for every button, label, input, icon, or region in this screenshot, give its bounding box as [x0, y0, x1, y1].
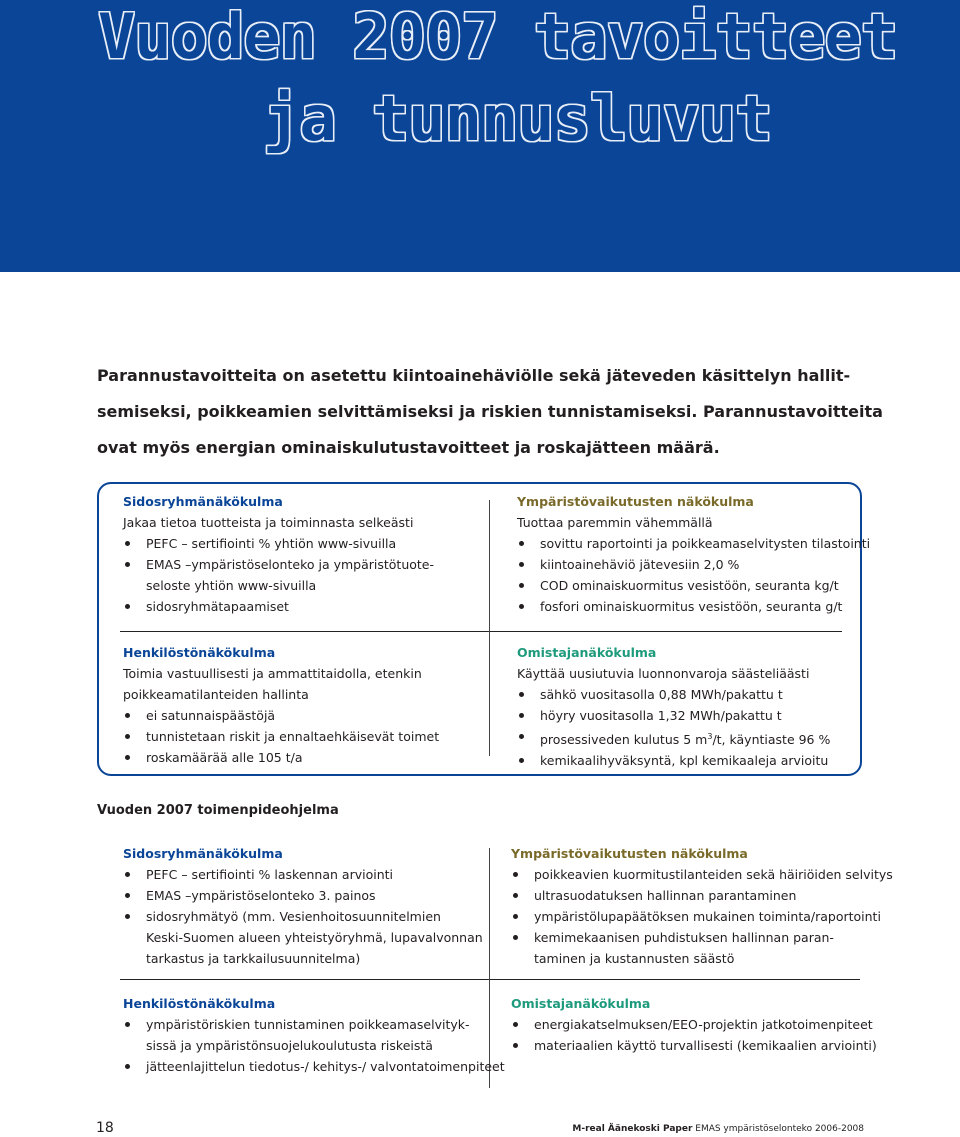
list-item: energiakatselmuksen/EEO-projektin jatkotoimenpiteet: [511, 1014, 877, 1035]
list-item: EMAS –ympäristöselonteko 3. painos: [123, 885, 483, 906]
list-item: tunnistetaan riskit ja ennaltaehkäisevät toimet: [123, 726, 439, 747]
list-item: fosfori ominaiskuormitus vesistöön, seuranta g/t: [517, 596, 870, 617]
section-intro: poikkeamatilanteiden hallinta: [123, 687, 309, 702]
list-item: kiintoainehäviö jätevesiin 2,0 %: [517, 554, 870, 575]
section-intro: Toimia vastuullisesti ja ammattitaidolla, etenkin: [123, 666, 422, 681]
list-item: sidosryhmätyö (mm. Vesienhoitosuunnitelmien Keski-Suomen alueen yhteistyöryhmä, lupavalvonnan tarkastus ja tarkkailusuunnitelma): [123, 906, 483, 969]
plan-personnel: [123, 993, 505, 1077]
section-intro: Jakaa tietoa tuotteista ja toiminnasta selkeästi: [123, 515, 414, 530]
section-heading: Ympäristövaikutusten näkökulma: [517, 494, 754, 509]
list-item: poikkeavien kuormitustilanteiden sekä häiriöiden selvitys: [511, 864, 893, 885]
list-item: sähkö vuositasolla 0,88 MWh/pakattu t: [517, 684, 830, 705]
plan-owner: [511, 993, 877, 1056]
list-item: kemimekaanisen puhdistuksen hallinnan paran- taminen ja kustannusten säästö: [511, 927, 893, 969]
footer-company: M-real Äänekoski Paper: [572, 1124, 693, 1134]
list-item: materiaalien käyttö turvallisesti (kemikaalien arviointi): [511, 1035, 877, 1056]
section-heading: Omistajanäkökulma: [511, 996, 651, 1011]
section-heading: Sidosryhmänäkökulma: [123, 846, 283, 861]
list-item: PEFC – sertifiointi % laskennan arviointi: [123, 864, 483, 885]
footer-text: [572, 1124, 864, 1134]
goals-personnel: [123, 642, 439, 768]
divider: [489, 500, 490, 756]
list-item: kemikaalihyväksyntä, kpl kemikaaleja arvioitu: [517, 750, 830, 771]
intro-line: Parannustavoitteita on asetettu kiintoainehäviölle sekä jäteveden käsittelyn hallit-: [97, 366, 851, 385]
divider: [120, 631, 842, 632]
divider: [120, 979, 860, 980]
list-item: EMAS –ympäristöselonteko ja ympäristötuote- seloste yhtiön www-sivuilla: [123, 554, 434, 596]
list-item: PEFC – sertifiointi % yhtiön www-sivuilla: [123, 533, 434, 554]
goals-stakeholder: [123, 491, 434, 617]
list-item: ympäristöriskien tunnistaminen poikkeamaselvityk- sissä ja ympäristönsuojelukoulutusta riskeistä: [123, 1014, 505, 1056]
section-heading: Sidosryhmänäkökulma: [123, 494, 283, 509]
page-title-line2: ja tunnusluvut: [263, 82, 772, 155]
section-heading: Omistajanäkökulma: [517, 645, 657, 660]
list-item: ympäristölupapäätöksen mukainen toiminta/raportointi: [511, 906, 893, 927]
goals-owner: [517, 642, 830, 771]
page-number: 18: [96, 1120, 114, 1136]
list-item: jätteenlajittelun tiedotus-/ kehitys-/ valvontatoimenpiteet: [123, 1056, 505, 1077]
list-item: prosessiveden kulutus 5 $m^3/t$, käyntiaste 96 %: [517, 726, 830, 750]
list-item: ultrasuodatuksen hallinnan parantaminen: [511, 885, 893, 906]
section-heading: Ympäristövaikutusten näkökulma: [511, 846, 748, 861]
plan-environment: [511, 843, 893, 969]
intro-line: semiseksi, poikkeamien selvittämiseksi ja riskien tunnistamiseksi. Parannustavoitteita: [97, 402, 883, 421]
intro-line: ovat myös energian ominaiskulutustavoitteet ja roskajätteen määrä.: [97, 438, 720, 457]
footer-doc: EMAS ympäristöselonteko 2006-2008: [692, 1124, 864, 1134]
list-item: ei satunnaispäästöjä: [123, 705, 439, 726]
list-item: sovittu raportointi ja poikkeamaselvitysten tilastointi: [517, 533, 870, 554]
goals-environment: [517, 491, 870, 617]
page-title-line1: Vuoden 2007 tavoitteet: [98, 0, 898, 73]
section-intro: Käyttää uusiutuvia luonnonvaroja säästeliäästi: [517, 666, 810, 681]
intro-paragraph: [97, 358, 883, 466]
section-heading: Henkilöstönäkökulma: [123, 996, 276, 1011]
section-heading: Henkilöstönäkökulma: [123, 645, 276, 660]
plan-stakeholder: [123, 843, 483, 969]
list-item: roskamäärää alle 105 t/a: [123, 747, 439, 768]
list-item: COD ominaiskuormitus vesistöön, seuranta kg/t: [517, 575, 870, 596]
plan-title: Vuoden 2007 toimenpideohjelma: [97, 803, 339, 818]
section-intro: Tuottaa paremmin vähemmällä: [517, 515, 713, 530]
list-item: höyry vuositasolla 1,32 MWh/pakattu t: [517, 705, 830, 726]
list-item: sidosryhmätapaamiset: [123, 596, 434, 617]
